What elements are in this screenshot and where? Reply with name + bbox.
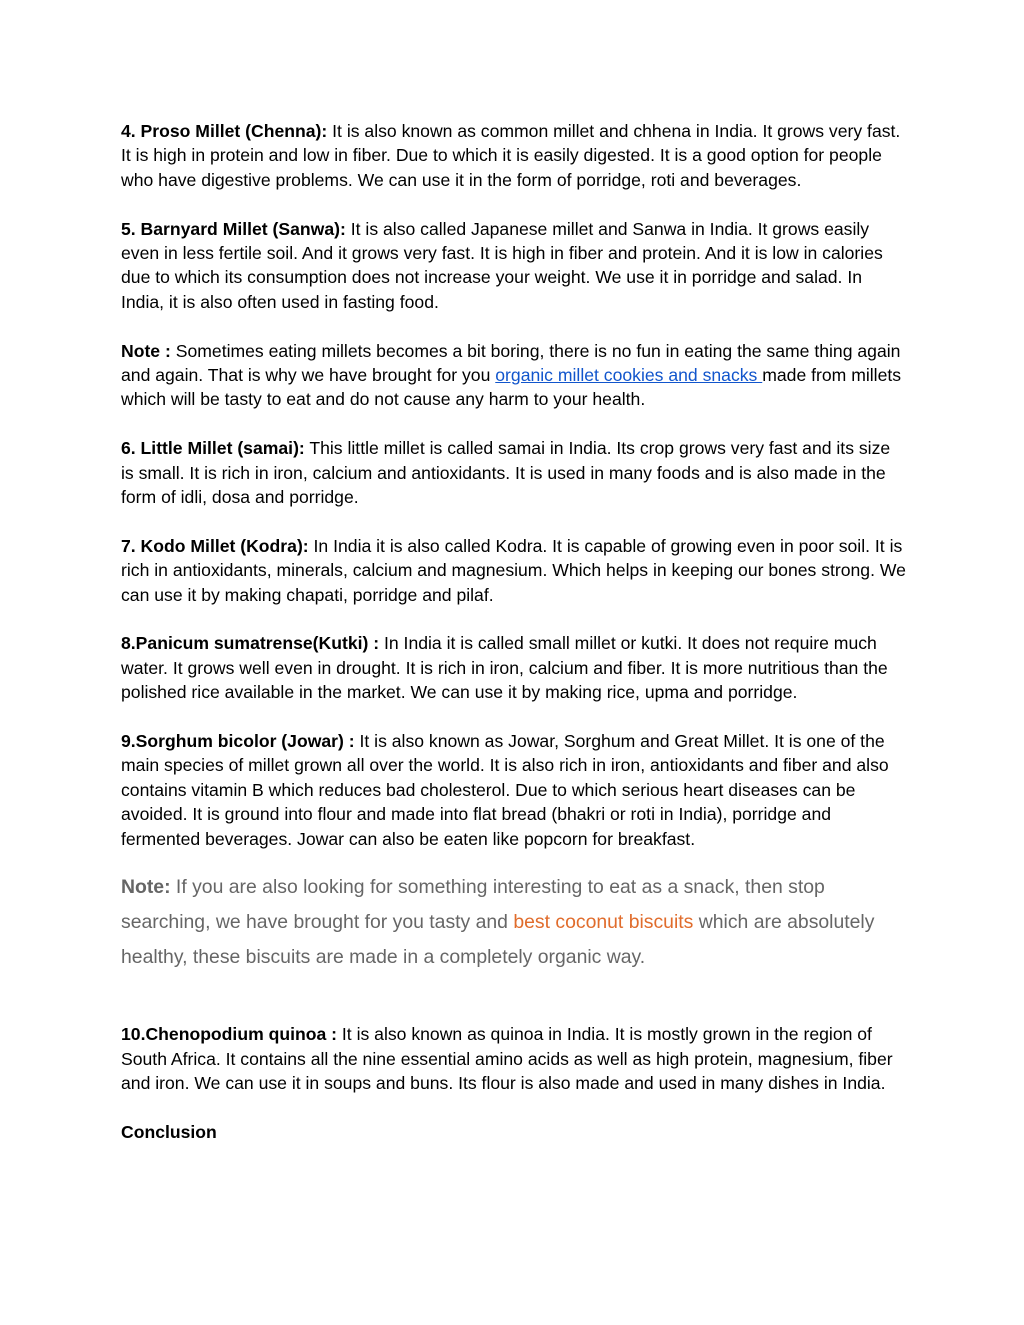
note2-text-before: If you are also looking for something interesting to eat as a snack, then stop searching, we have brought for you tasty and [121,876,825,934]
heading-jowar: 9.Sorghum bicolor (Jowar) : [121,731,355,752]
heading-kodo-millet: 7. Kodo Millet (Kodra): [121,535,309,556]
note2-label: Note: [121,876,171,899]
note-millet-cookies [121,339,907,412]
paragraph-proso-millet [121,119,907,192]
paragraph-kutki [121,631,907,704]
text-jowar: It is also known as Jowar, Sorghum and Great Millet. It is one of the main species of millet grown all over the world. It is also rich in iron, antioxidants and fiber and also contains vitamin B which reduces bad cholesterol. Due to which serious heart diseases can be avoided. It is ground into flour and made into flat bread (bhakri or roti in India), porridge and fermented beverages. Jowar can also be eaten like popcorn for breakfast. [121,731,889,849]
document-page [121,119,907,1144]
note2-text-after: which are absolutely healthy, these biscuits are made in a completely organic way. [121,911,875,968]
note-label: Note : [121,340,171,361]
note-coconut-biscuits [121,870,907,974]
heading-kutki: 8.Panicum sumatrense(Kutki) : [121,633,380,654]
paragraph-quinoa [121,1022,907,1095]
paragraph-jowar [121,729,907,851]
note-text-after: made from millets which will be tasty to eat and do not cause any harm to your health. [121,365,902,410]
text-kodo-millet: In India it is also called Kodra. It is capable of growing even in poor soil. It is rich in antioxidants, minerals, calcium and magnesium. Which helps in keeping our bones strong. We can use it by making chapati, porridge and pilaf. [121,535,906,605]
note-text-before: Sometimes eating millets becomes a bit boring, there is no fun in eating the same thing again and again. That is why we have brought for you [121,340,901,386]
conclusion-heading: Conclusion [121,1121,217,1142]
text-proso-millet: It is also known as common millet and chhena in India. It grows very fast. It is high in protein and low in fiber. Due to which it is easily digested. It is a good option for people who have digestive problems. We can use it in the form of porridge, roti and beverages. [121,121,901,190]
text-little-millet: This little millet is called samai in India. Its crop grows very fast and its size is small. It is rich in iron, calcium and antioxidants. It is used in many foods and is also made in the form of idli, dosa and porridge. [121,438,891,508]
heading-proso-millet: 4. Proso Millet (Chenna): [121,121,328,141]
organic-millet-cookies-link[interactable]: organic millet cookies and snacks [495,365,763,386]
paragraph-barnyard-millet [121,217,907,315]
text-quinoa: It is also known as quinoa in India. It is mostly grown in the region of South Africa. It contains all the nine essential amino acids as well as high protein, magnesium, fiber and iron. We can use it in soups and buns. Its flour is also made and used in many dishes in India. [121,1024,893,1094]
text-kutki: In India it is called small millet or kutki. It does not require much water. It grows well even in drought. It is rich in iron, calcium and fiber. It is more nutritious than the polished rice available in the market. We can use it by making rice, upma and porridge. [121,633,888,703]
paragraph-kodo-millet [121,534,907,607]
heading-barnyard-millet: 5. Barnyard Millet (Sanwa): [121,218,346,239]
heading-quinoa: 10.Chenopodium quinoa : [121,1024,338,1045]
paragraph-little-millet [121,436,907,509]
best-coconut-biscuits-link[interactable]: best coconut biscuits [513,911,694,934]
text-barnyard-millet: It is also called Japanese millet and Sanwa in India. It grows easily even in less fertile soil. And it grows very fast. It is high in fiber and protein. And it is low in calories due to which its consumption does not increase your weight. We use it in porridge and salad. In India, it is also often used in fasting food. [121,218,883,312]
heading-little-millet: 6. Little Millet (samai): [121,438,305,459]
